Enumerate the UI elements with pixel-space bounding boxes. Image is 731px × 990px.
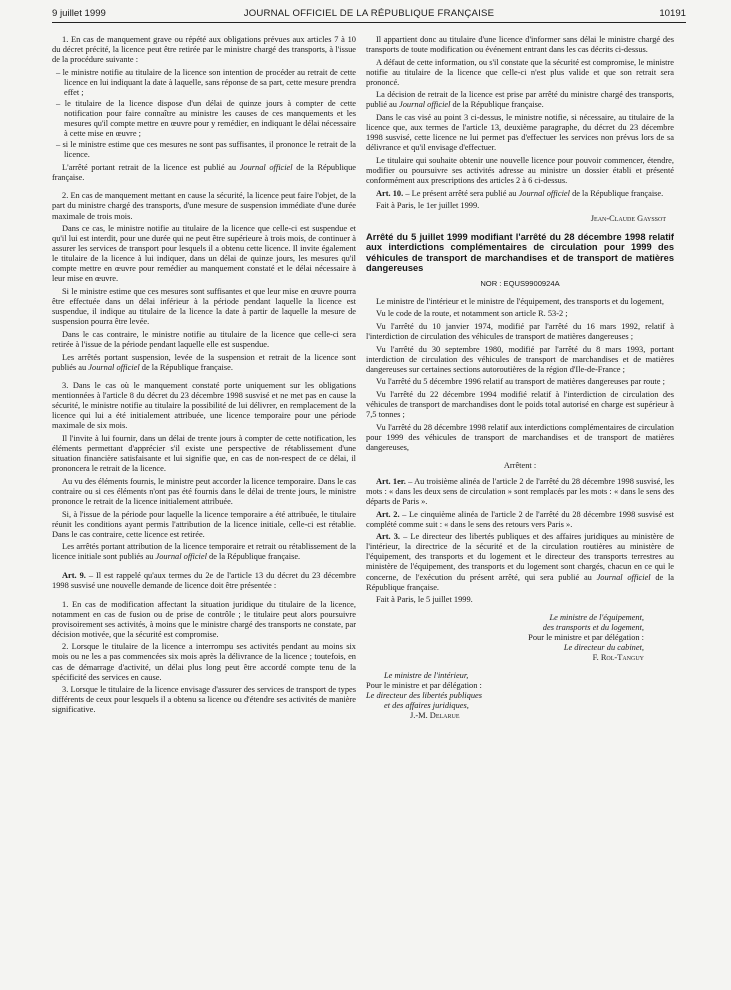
nor-reference: NOR : EQUS9900924A [480,278,560,288]
left-column [52,35,356,718]
paragraph: Dans ce cas, le ministre notifie au titulaire de la licence que celle-ci est suspendue et qu'il lui est interdit, pour une durée qui ne peut être supérieure à trois mois, de continuer à assurer les services de transport pour lesquels il a obtenu cette licence. Il invite également le titulaire de la licence à lui indiquer, dans un délai de quinze jours, les mesures qu'il compte mettre en œuvre pour remédier au manquement constaté et le délai nécessaire à leur mise en œuvre. [52,224,356,284]
header-divider [52,22,686,23]
paragraph: Dans le cas contraire, le ministre notifie au titulaire de la licence que celle-ci sera retirée à l'issue de la période pendant laquelle elle est suspendue. [52,329,356,349]
article-2: Art. 2. – Le cinquième alinéa de l'article 2 de l'arrêté du 28 décembre 1998 susvisé est complété comme suit : « dans le sens des retours vers Paris ». [366,509,674,529]
list-item: – le ministre notifie au titulaire de la licence son intention de procéder au retrait de cette licence en lui indiquant la date à laquelle, sans réponse de sa part, cette mesure prendra effet ; [52,68,356,98]
paragraph: 1. En cas de manquement grave ou répété aux obligations prévues aux articles 7 à 10 du décret précité, la licence peut être retirée par le ministre chargé des transports, à l'issue de la procédure suivante : [52,35,356,65]
paragraph: Les arrêtés portant attribution de la licence temporaire et retrait ou rétablissement de la licence initiale sont publiés au Journal officiel de la République française. [52,542,356,562]
signature-interieur: Le ministre de l'intérieur, Pour le ministre et par délégation : Le directeur des libertés publiques et des affaires juridiques, J.-M. Delarue [366,671,482,721]
article-9: Art. 9. – Il est rappelé qu'aux termes du 2e de l'article 13 du décret du 23 décembre 1998 susvisé une nouvelle demande de licence doit être présentée : [52,570,356,591]
paragraph: 3. Lorsque le titulaire de la licence envisage d'assurer des services de transport de types différents de ceux pour lesquels il a obtenu sa licence ou d'étendre ses activités de manière significative. [52,685,356,715]
paragraph: Il appartient donc au titulaire d'une licence d'informer sans délai le ministre chargé des transports de toute modification ou événement entrant dans les cas décrits ci-dessus. [366,35,674,55]
paragraph: A défaut de cette information, ou s'il constate que la sécurité est compromise, le ministre notifie au titulaire de la licence que celle-ci n'est plus valide et que son retrait sera prononcé. [366,57,674,87]
visa: Le ministre de l'intérieur et le ministre de l'équipement, des transports et du logement, [376,296,664,306]
procedure-list [52,68,356,160]
article-1: Art. 1er. – Au troisième alinéa de l'article 2 de l'arrêté du 28 décembre 1998 susvisé, les mots : « dans les deux sens de circulation » sont remplacés par les mots : « dans le sens des départs de Paris ». [366,476,674,506]
paragraph: Au vu des éléments fournis, le ministre peut accorder la licence temporaire. Dans le cas contraire ou si ces éléments n'ont pas été fournis dans le délai de trente jours, le ministre prononce le retrait de la licence initialement attribuée. [52,476,356,506]
visa: Vu l'arrêté du 10 janvier 1974, modifié par l'arrêté du 16 mars 1992, relatif à l'interdiction de circulation des véhicules de transport de matières dangereuses ; [366,321,674,341]
date-line: Fait à Paris, le 5 juillet 1999. [376,595,473,605]
paragraph: Il l'invite à lui fournir, dans un délai de trente jours à compter de cette notification, les éléments permettant d'apprécier s'il existe une perspective de rétablissement d'une situation financière satisfaisante et lui signifie que, en cas de non-respect de ce délai, il prononcera le retrait de la licence. [52,434,356,474]
paragraph: La décision de retrait de la licence est prise par arrêté du ministre chargé des transports, publié au Journal officiel de la République française. [366,90,674,110]
article-3: Art. 3. – Le directeur des libertés publiques et des affaires juridiques au ministère de l'intérieur, la directrice de la sécurité et de la circulation routières au ministère de l'équipement, des transports et du logement et le directeur des transports terrestres au ministère de l'équipement, des transports et du logement sont chargés, chacun en ce qui le concerne, de l'exécution du présent arrêté, qui sera publié au Journal officiel de la République française. [366,532,675,592]
arretent-heading: Arrêtent : [503,460,537,470]
paragraph: Les arrêtés portant suspension, levée de la suspension et retrait de la licence sont publiés au Journal officiel de la République française. [52,352,356,372]
paragraph: 3. Dans le cas où le manquement constaté porte uniquement sur les obligations mentionnées à l'article 8 du décret du 23 décembre 1998 susvisé et ne met pas en cause la sécurité, le ministre notifie au titulaire la possibilité de lui délivrer, en remplacement de la licence qui lui a été initialement attribuée, une licence temporaire pour une période maximale de six mois. [52,381,356,431]
paragraph: L'arrêté portant retrait de la licence est publié au Journal officiel de la République française. [52,162,356,182]
paragraph: Si, à l'issue de la période pour laquelle la licence temporaire a été attribuée, le titulaire réunit les conditions ayant permis l'attribution de la licence initiale, celle-ci est rétablie. Dans le cas contraire, cette licence est retirée. [52,509,356,539]
page-number: 10191 [659,8,686,19]
paragraph: Le titulaire qui souhaite obtenir une nouvelle licence pour pouvoir commencer, étendre, modifier ou poursuivre ses activités adresse au ministre un dossier établi et présenté conformément aux prescriptions des articles 2 à 6 ci-dessus. [366,155,674,185]
journal-title: JOURNAL OFFICIEL DE LA RÉPUBLIQUE FRANÇAISE [243,8,495,19]
signature-equipement: Le ministre de l'équipement, des transports et du logement, Pour le ministre et par délégation : Le directeur du cabinet, F. Rol-Tanguy [528,613,644,663]
paragraph: 2. En cas de manquement mettant en cause la sécurité, la licence peut faire l'objet, de la part du ministre chargé des transports, d'une mesure de suspension immédiate d'une durée maximale de trois mois. [52,191,356,221]
visa: Vu le code de la route, et notamment son article R. 53-2 ; [376,309,568,319]
header-date: 9 juillet 1999 [52,8,106,19]
article-10: Art. 10. – Le présent arrêté sera publié au Journal officiel de la République française. [376,188,664,198]
right-column [366,35,674,721]
decree-title: Arrêté du 5 juillet 1999 modifiant l'arrêté du 28 décembre 1998 relatif aux interdictions complémentaires de circulation pour 1999 des véhicules de transport de marchandises et de transport de matières dangereuses [366,231,674,274]
signatory: Jean-Claude Gayssot [590,213,666,223]
list-item: – le titulaire de la licence dispose d'un délai de quinze jours à compter de cette notification pour faire connaître au ministre les causes de ces manquements et les mesures qu'il compte mettre en œuvre pour y remédier, en indiquant le délai nécessaire à cette mise en œuvre ; [52,99,356,139]
visa: Vu l'arrêté du 5 décembre 1996 relatif au transport de matières dangereuses par route ; [376,377,665,387]
paragraph: Dans le cas visé au point 3 ci-dessus, le ministre notifie, si nécessaire, au titulaire de la licence que, aux termes de l'article 13, deuxième paragraphe, du décret du 23 décembre 1998 susvisé, cette licence ne lui permet pas d'effectuer les services non prévus lors de sa délivrance et qu'il envisage d'effectuer. [366,113,674,153]
paragraph: 2. Lorsque le titulaire de la licence a interrompu ses activités pendant au moins six mois ou ne les a pas commencées six mois après la délivrance de la licence ; toutefois, en cas de démarrage d'activité, un délai plus long peut être accordé compte tenu de la spécificité des services en cause. [52,642,356,682]
list-item: – si le ministre estime que ces mesures ne sont pas suffisantes, il prononce le retrait de la licence. [52,140,356,160]
paragraph: 1. En cas de modification affectant la situation juridique du titulaire de la licence, notamment en cas de fusion ou de prise de contrôle ; le titulaire peut alors poursuivre provisoirement ses activités, à moins que le ministre chargé des transports ne constate, par décision motivée, que la sécurité est compromise. [52,599,356,639]
visa: Vu l'arrêté du 22 décembre 1994 modifié relatif à l'interdiction de circulation des véhicules de transport de marchandises dont le poids total autorisé en charge est supérieur à 7,5 tonnes ; [366,389,674,420]
visa: Vu l'arrêté du 28 décembre 1998 relatif aux interdictions complémentaires de circulation pour 1999 des véhicules de transport de marchandises et de transport de matières dangereuses, [366,422,674,452]
date-line: Fait à Paris, le 1er juillet 1999. [376,201,480,211]
paragraph: Si le ministre estime que ces mesures sont suffisantes et que leur mise en œuvre pourra être effectuée dans un délai inférieur à la période pendant laquelle la licence est suspendue, il indique au titulaire de la licence la date à partir de laquelle la mesure de suspension pourra être levée. [52,287,356,327]
visa: Vu l'arrêté du 30 septembre 1980, modifié par l'arrêté du 8 mars 1993, portant interdiction de circulation des véhicules de transport de marchandises et de matières dangereuses sur certaines sections autoroutières de la région d'Ile-de-France ; [366,344,674,374]
